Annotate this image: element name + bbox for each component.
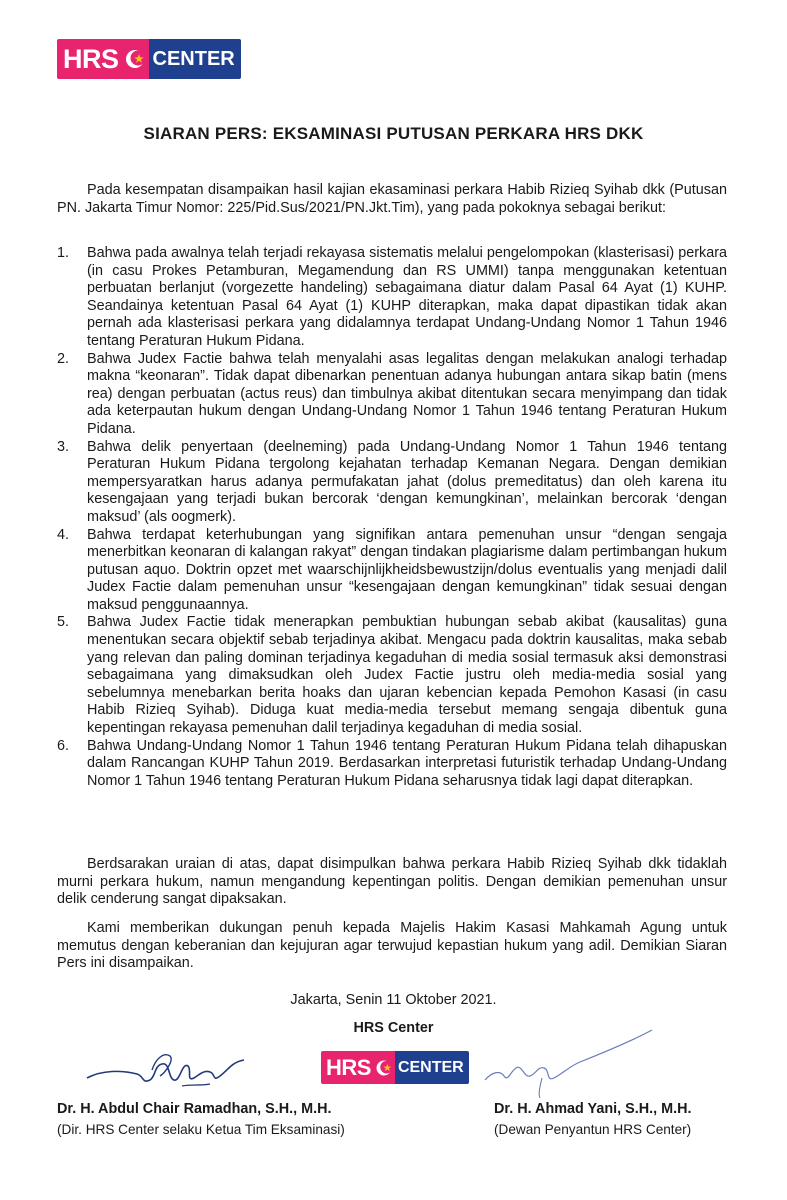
crescent-star-icon (373, 1051, 395, 1084)
crescent-star-icon (121, 39, 149, 79)
organization-name: HRS Center (353, 1020, 434, 1036)
signatory-right-name: Dr. H. Ahmad Yani, S.H., M.H. (494, 1101, 692, 1117)
list-item-text: Bahwa Judex Factie bahwa telah menyalahi asas legalitas dengan melakukan analogi terhadap makna “keonaran”. Tidak dapat dibenarkan penentuan adanya hubungan antara sikap batin (mens rea) dengan perbuatan (actus reus) dan timbulnya akibat ditentukan secara menyimpang dan tidak ada keterpautan hukum dengan Undang-Undang Nomor 1 Tahun 1946 tentang Peraturan Hukum Pidana. (87, 350, 727, 437)
points-list (57, 245, 727, 790)
list-item-number: 3. (57, 438, 70, 455)
signatory-left-name: Dr. H. Abdul Chair Ramadhan, S.H., M.H. (57, 1101, 332, 1117)
list-item-text: Bahwa Undang-Undang Nomor 1 Tahun 1946 tentang Peraturan Hukum Pidana telah dihapuskan dalam Rancangan KUHP Tahun 2019. Berdasarkan interpretasi futuristik terhadap Undang-Undang Nomor 1 Tahun 1946 tentang Peraturan Hukum Pidana seharusnya tidak lagi dapat diterapkan. (87, 737, 727, 789)
hrs-center-logo-bottom (321, 1051, 469, 1084)
conclusion-paragraph: Berdsarakan uraian di atas, dapat disimpulkan bahwa perkara Habib Rizieq Syihab dkk tidaklah murni perkara hukum, namun mengandung kepentingan politis. Dengan demikian pemenuhan unsur delik cenderung sangat dipaksakan. (57, 856, 727, 908)
list-item-text: Bahwa pada awalnya telah terjadi rekayasa sistematis melalui pengelompokan (klasterisasi) perkara (in casu Prokes Petamburan, Megamendung dan RS UMMI) tanpa menggunakan ketentuan perbuatan berlanjut (vorgezette handeling) sebagaimana diatur dalam Pasal 64 Ayat (1) KUHP. Seandainya ketentuan Pasal 64 Ayat (1) KUHP diterapkan, maka dapat dipastikan tidak akan pernah ada klasterisasi perkara yang didalamnya terdapat Undang-Undang Nomor 1 Tahun 1946 tentang Peraturan Hukum Pidana. (87, 245, 727, 349)
list-item-number: 1. (57, 245, 70, 261)
page-title: SIARAN PERS: EKSAMINASI PUTUSAN PERKARA HRS DKK (143, 124, 644, 143)
list-item (57, 738, 727, 791)
list-item (57, 245, 727, 351)
list-item-text: Bahwa Judex Factie tidak menerapkan pembuktian hubungan sebab akibat (kausalitas) guna menentukan secara objektif sebab terjadinya akibat. Mengacu pada doktrin kausalitas, maka sebab yang relevan dan paling dominan terjadinya kegaduhan di media sosial termasuk aksi demonstrasi sebagaimana yang dimaksudkan oleh Judex Factie justru oleh media-media sosial yang sebelumnya menebarkan berita hoaks dan ujaran kebencian kepada Pemohon Kasasi (in casu Habib Rizieq Syihab). Diduga kuat media-media tersebut memang sengaja dibentuk guna kepentingan rekayasa pemenuhan dalil terjadinya kegaduhan di media sosial. (87, 614, 727, 737)
hrs-center-logo (57, 39, 241, 79)
signatory-left-role: (Dir. HRS Center selaku Ketua Tim Eksaminasi) (57, 1122, 345, 1137)
logo-hrs-text: HRS (321, 1051, 373, 1084)
signature-left (82, 1040, 252, 1100)
list-item (57, 351, 727, 439)
support-paragraph: Kami memberikan dukungan penuh kepada Majelis Hakim Kasasi Mahkamah Agung untuk memutus dengan keberanian dan kejujuran agar terwujud kepastian hukum yang adil. Demikian Siaran Pers ini disampaikan. (57, 920, 727, 972)
list-item-text: Bahwa terdapat keterhubungan yang signifikan antara pemenuhan unsur “dengan sengaja menerbitkan keonaran di kalangan rakyat” dengan tindakan plagiarisme dalam pertimbangan hukum putusan aquo. Doktrin opzet met waarschijnlijkheidsbewustzijn/dolus eventualis yang menjadi dalil Judex Factie dalam pemenuhan unsur “kesengajaan dengan kemungkinan” tidak sesuai dengan maksud penggunaannya. (87, 526, 727, 613)
intro-paragraph: Pada kesempatan disampaikan hasil kajian ekasaminasi perkara Habib Rizieq Syihab dkk (Putusan PN. Jakarta Timur Nomor: 225/Pid.Sus/2021/PN.Jkt.Tim), yang pada pokoknya sebagai berikut: (57, 182, 727, 216)
list-item (57, 439, 727, 527)
place-date: Jakarta, Senin 11 Oktober 2021. (290, 992, 497, 1008)
list-item (57, 614, 727, 737)
list-item-number: 6. (57, 737, 70, 754)
list-item-number: 4. (57, 526, 70, 543)
logo-hrs-text: HRS (57, 39, 121, 79)
list-item-text: Bahwa delik penyertaan (deelneming) pada Undang-Undang Nomor 1 Tahun 1946 tentang Peraturan Hukum Pidana tergolong kejahatan terhadap Kemanan Negara. Dengan demikian mempersyaratkan harus adanya permufakatan jahat (dolus premeditatus) dan oleh karena itu kesengajaan yang terjadi bukan bercorak ‘dengan kemungkinan’, melainkan bercorak ‘dengan maksud’ (als oogmerk). (87, 438, 727, 525)
logo-center-text: CENTER (149, 39, 241, 79)
list-item (57, 527, 727, 615)
logo-center-text: CENTER (395, 1051, 469, 1084)
list-item-number: 5. (57, 614, 70, 631)
signatory-right-role: (Dewan Penyantun HRS Center) (494, 1122, 692, 1137)
list-item-number: 2. (57, 350, 70, 367)
signature-right (480, 1022, 660, 1102)
